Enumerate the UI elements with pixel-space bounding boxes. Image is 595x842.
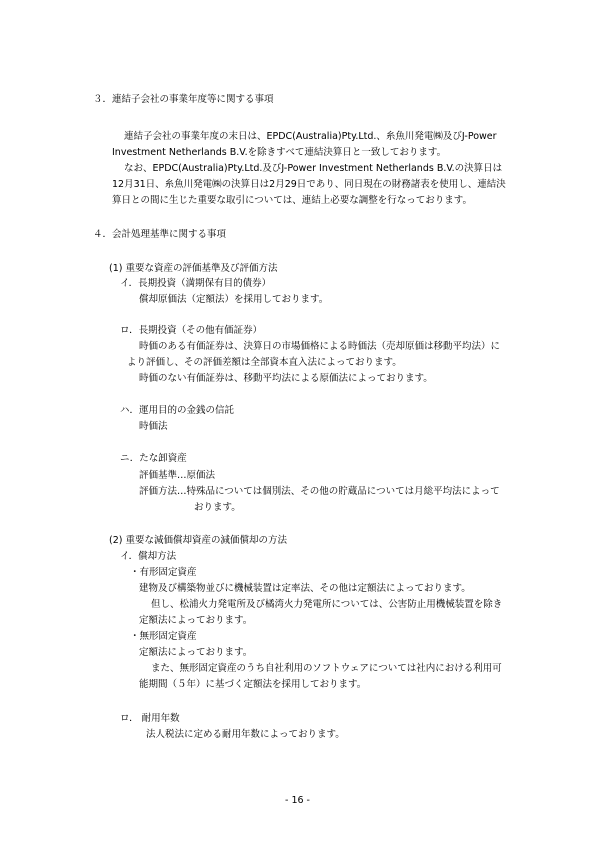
section-3-line-5: 算日との間に生じた重要な取引については、連結上必要な調整を行なっております。 — [112, 195, 473, 206]
sub2-heading: (2) 重要な減価償却資産の減価償却の方法 — [109, 535, 287, 546]
section-3-line-1: 連結子会社の事業年度の末日は、EPDC(Australia)Pty.Ltd.、糸魚川発電㈱及びJ-Power — [124, 131, 497, 142]
sub2-i-heading: イ．償却方法 — [120, 551, 177, 562]
tangible-line-3: 定額法によっております。 — [139, 615, 253, 626]
page-number: - 16 - — [285, 795, 310, 806]
sub1-ro-heading: ロ．長期投資（その他有価証券） — [120, 325, 263, 336]
section-3-heading: ３．連結子会社の事業年度等に関する事項 — [93, 94, 274, 105]
intangible-line-2: また、無形固定資産のうち自社利用のソフトウェアについては社内における利用可 — [151, 663, 502, 674]
sub1-ni-line-2: 評価方法…特殊品については個別法、その他の貯蔵品については月総平均法によって — [139, 486, 500, 497]
sub1-ni-line-1: 評価基準…原価法 — [139, 470, 216, 481]
sub1-ha-text: 時価法 — [139, 421, 168, 432]
sub1-i-heading: イ．長期投資（満期保有目的債券） — [120, 278, 272, 289]
section-3-line-3: なお、EPDC(Australia)Pty.Ltd.及びJ-Power Investment Netherlands B.V.の決算日は — [124, 163, 503, 174]
tangible-assets-heading: ・有形固定資産 — [130, 567, 197, 578]
section-4-heading: ４．会計処理基準に関する事項 — [93, 229, 227, 240]
sub1-ha-heading: ハ．運用目的の金銭の信託 — [120, 405, 235, 416]
sub2-ro-heading: ロ． 耐用年数 — [120, 713, 180, 724]
sub1-ni-line-3: おります。 — [194, 502, 241, 513]
sub1-ro-line-3: 時価のない有価証券は、移動平均法による原価法によっております。 — [139, 373, 433, 384]
intangible-line-3: 能期間（５年）に基づく定額法を採用しております。 — [139, 679, 367, 690]
sub1-ro-line-2: より評価し、その評価差額は全部資本直入法によっております。 — [127, 357, 402, 368]
tangible-line-2: 但し、松浦火力発電所及び橘湾火力発電所については、公害防止用機械装置を除き — [151, 599, 503, 610]
sub1-heading: (1) 重要な資産の評価基準及び評価方法 — [109, 263, 278, 274]
section-3-line-2: Investment Netherlands B.V.を除きすべて連結決算日と一致しております。 — [112, 147, 447, 158]
sub1-ni-heading: ニ．たな卸資産 — [120, 453, 187, 464]
sub1-i-text: 償却原価法（定額法）を採用しております。 — [139, 294, 329, 305]
sub2-ro-text: 法人税法に定める耐用年数によっております。 — [146, 729, 345, 740]
intangible-line-1: 定額法によっております。 — [139, 647, 253, 658]
sub1-ro-line-1: 時価のある有価証券は、決算日の市場価格による時価法（売却原価は移動平均法）に — [139, 341, 501, 352]
tangible-line-1: 建物及び構築物並びに機械装置は定率法、その他は定額法によっております。 — [139, 583, 471, 594]
intangible-assets-heading: ・無形固定資産 — [130, 631, 197, 642]
section-3-line-4: 12月31日、糸魚川発電㈱の決算日は2月29日であり、同日現在の財務諸表を使用し、連結決 — [112, 179, 506, 190]
